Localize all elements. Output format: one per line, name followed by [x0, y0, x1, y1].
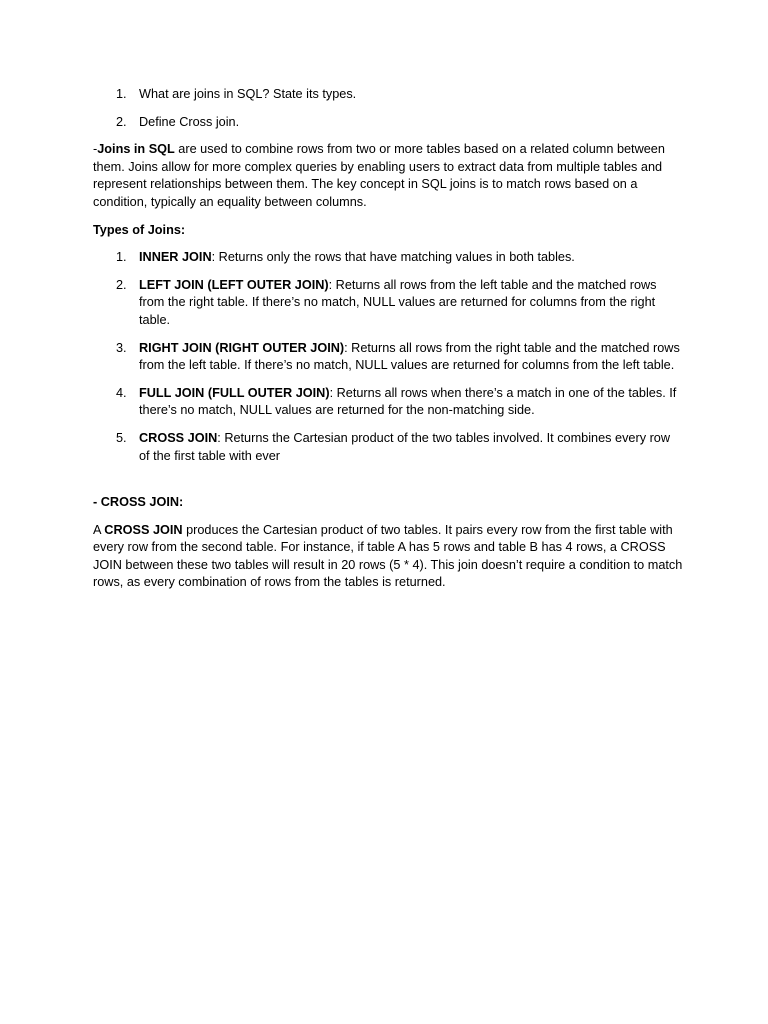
intro-term: Joins in SQL	[97, 142, 175, 157]
cross-join-text: produces the Cartesian product of two tables. It pairs every row from the first table with every row from the second table. For instance, if table A has 5 rows and table B has 4 rows, a CROSS JOIN between these two tables will result in 20 rows (5 * 4). This join doesn’t require a condition to match rows, as every combination of rows from the tables is returned.	[93, 522, 683, 590]
join-type-text: : Returns all rows from the left table and the matched rows from the right table. If there’s no match, NULL values are returned for columns from the right table.	[139, 277, 657, 327]
intro-prefix: -	[93, 142, 98, 157]
join-types-list	[93, 249, 683, 465]
join-type-number: 1.	[116, 250, 127, 265]
join-type-text: : Returns only the rows that have matching values in both tables.	[211, 250, 575, 265]
join-type-text: : Returns all rows from the right table and the matched rows from the left table. If there’s no match, NULL values are returned for columns from the left table.	[139, 340, 680, 373]
question-number: 2.	[116, 114, 127, 129]
join-type-item	[93, 385, 683, 420]
join-type-term: CROSS JOIN	[139, 430, 218, 445]
join-type-number: 2.	[116, 277, 127, 292]
question-item	[93, 86, 683, 104]
types-heading-text: Types of Joins:	[93, 222, 186, 237]
join-type-item	[93, 340, 683, 375]
intro-paragraph	[93, 141, 683, 211]
cross-join-lead: A	[93, 522, 105, 537]
question-number: 1.	[116, 87, 127, 101]
join-type-term: FULL JOIN (FULL OUTER JOIN)	[139, 385, 330, 400]
question-text: Define Cross join.	[139, 114, 240, 129]
join-type-number: 3.	[116, 340, 127, 355]
cross-join-heading	[93, 494, 683, 512]
join-type-number: 4.	[116, 385, 127, 400]
join-type-term: INNER JOIN	[139, 250, 212, 265]
questions-list	[93, 86, 683, 131]
question-item	[93, 114, 683, 132]
document-page	[93, 86, 683, 602]
join-type-text: : Returns the Cartesian product of the two tables involved. It combines every row of the first table with ever	[139, 430, 671, 463]
join-type-item	[93, 249, 683, 267]
join-type-text: : Returns all rows when there’s a match in one of the tables. If there’s no match, NULL values are returned for the non-matching side.	[139, 385, 677, 418]
cross-join-paragraph	[93, 522, 683, 592]
types-heading	[93, 222, 683, 240]
join-type-item	[93, 277, 683, 330]
join-type-term: RIGHT JOIN (RIGHT OUTER JOIN)	[139, 340, 345, 355]
question-text: What are joins in SQL? State its types.	[139, 87, 357, 101]
join-type-term: LEFT JOIN (LEFT OUTER JOIN)	[139, 277, 329, 292]
intro-text: are used to combine rows from two or more tables based on a related column between them. Joins allow for more complex queries by enabling users to extract data from multiple tables and represent relationships between them. The key concept in SQL joins is to match rows based on a condition, typically an equality between columns.	[93, 142, 665, 209]
join-type-item	[93, 430, 683, 465]
join-type-number: 5.	[116, 430, 127, 445]
cross-join-heading-text: - CROSS JOIN:	[93, 495, 184, 510]
cross-join-term: CROSS JOIN	[104, 522, 183, 537]
